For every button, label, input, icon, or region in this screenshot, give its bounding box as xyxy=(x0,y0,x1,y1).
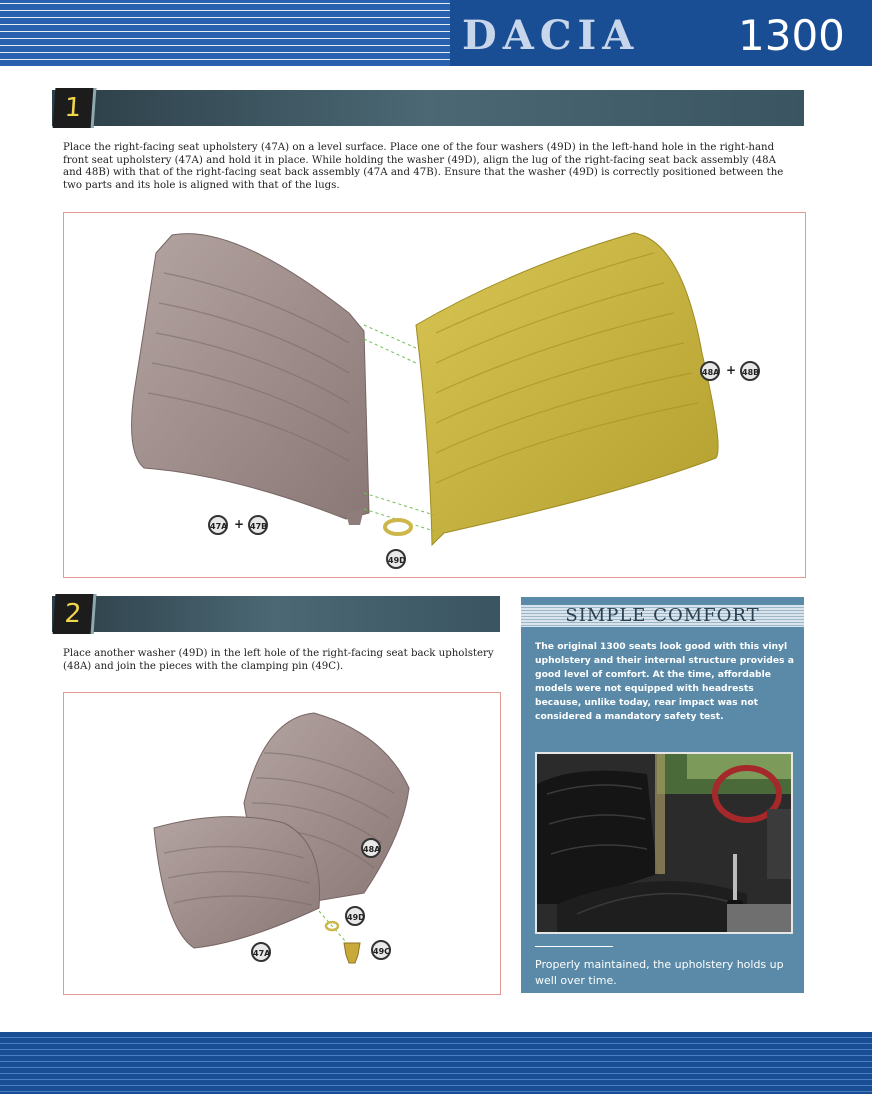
seat-cushion-47a-shape xyxy=(154,817,320,948)
model-name: 1300 xyxy=(738,11,845,60)
step-2-badge: 2 xyxy=(53,594,97,634)
callout-48a: 48A xyxy=(361,838,381,858)
sidebar-body: The original 1300 seats look good with this vinyl upholstery and their internal structure provides a good level of comfort. At the time, affordable models were not equipped with headrests because, unlike today, rear impact was not considered a mandatory safety test. xyxy=(535,641,794,722)
callout-plus: + xyxy=(234,517,245,531)
callout-47a: 47A xyxy=(208,515,228,535)
step-2-illustration xyxy=(63,692,501,995)
washer-49d-shape xyxy=(385,520,411,534)
step-2-bar xyxy=(52,596,500,632)
caption-divider xyxy=(535,946,613,947)
callout-49d: 49D xyxy=(386,549,406,569)
seat-assembled-diagram xyxy=(64,693,500,994)
step-2-instructions: Place another washer (49D) in the left hole of the right-facing seat back upholstery (48A) and join the pieces with the clamping pin (49C). xyxy=(63,648,494,672)
clamping-pin-49c-shape xyxy=(344,943,360,963)
step-1-instructions: Place the right-facing seat upholstery (47A) on a level surface. Place one of the four washers (49D) in the left-hand hole in the right-hand front seat upholstery (47A) and hold it in place. While holding the washer (49D), align the lug of the right-facing seat back assembly (48A and 48B) with that of the right-facing seat back assembly (47A and 47B). Ensure that the washer (49D) is correctly positioned between the two parts and its hole is aligned with that of the lugs. xyxy=(63,142,784,191)
brand-logo: DACIA xyxy=(462,12,640,59)
callout-48b: 48B xyxy=(740,361,760,381)
seat-back-47a-shape xyxy=(132,234,369,519)
step-1-bar xyxy=(52,90,804,126)
callout-49c: 49C xyxy=(371,940,391,960)
step-1-badge: 1 xyxy=(53,88,97,128)
header-stripes xyxy=(0,0,450,66)
car-interior-photo xyxy=(535,752,793,934)
photo-caption: Properly maintained, the upholstery holds up well over time. xyxy=(535,958,784,987)
callout-49d: 49D xyxy=(345,906,365,926)
page-header xyxy=(0,0,872,66)
step-1-illustration xyxy=(63,212,806,578)
sidebar-title: SIMPLE COMFORT xyxy=(565,605,760,626)
sidebar-title-bar xyxy=(521,605,804,627)
simple-comfort-sidebar xyxy=(521,597,804,993)
car-interior-image xyxy=(537,754,791,932)
callout-48a: 48A xyxy=(700,361,720,381)
page-footer xyxy=(0,1032,872,1094)
callout-47b: 47B xyxy=(248,515,268,535)
callout-47a: 47A xyxy=(251,942,271,962)
seat-back-exploded-diagram xyxy=(64,213,805,577)
callout-plus: + xyxy=(726,363,737,377)
